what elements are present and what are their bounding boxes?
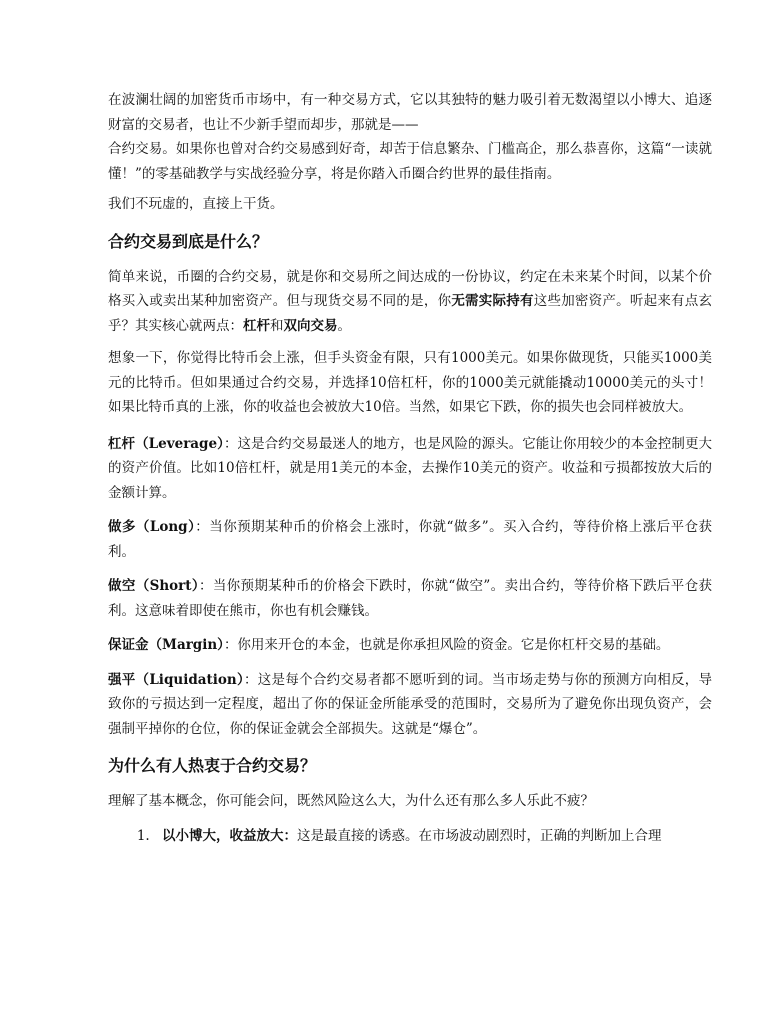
term-long-label: 做多（Long）: [108, 519, 196, 535]
reasons-list: [108, 824, 712, 849]
term-short: [108, 574, 712, 623]
reason-1-text: 这是最直接的诱惑。在市场波动剧烈时，正确的判断加上合理: [297, 827, 662, 844]
document-page: [108, 88, 712, 848]
intro-paragraph: [108, 88, 712, 186]
term-liquidation: [108, 668, 712, 742]
term-leverage-desc: ：这是合约交易最迷人的地方，也是风险的源头。它能让你用较少的本金控制更大的资产价值。比如10倍杠杆，就是用1美元的本金，去操作10美元的资产。收益和亏损都按放大后的金额计算。: [108, 435, 713, 501]
section-heading-why-popular: 为什么有人热衷于合约交易？: [108, 756, 317, 775]
intro-line-1: 在波澜壮阔的加密货币市场中，有一种交易方式，它以其独特的魅力吸引着无数渴望以小博大、追逐财富的交易者，也让不少新手望而却步，那就是——: [108, 92, 712, 133]
list-item: [154, 824, 712, 849]
intro-closing: 我们不玩虚的，直接上干货。: [108, 196, 284, 212]
term-margin-label: 保证金（Margin）: [108, 637, 224, 653]
reason-1-label: 以小博大，收益放大：: [162, 827, 297, 844]
example-paragraph: 想象一下，你觉得比特币会上涨，但手头资金有限，只有1000美元。如果你做现货，只能买1000美元的比特币。但如果通过合约交易，并选择10倍杠杆，你的1000美元就能撬动10000美元的头寸！如果比特币真的上涨，你的收益也会被放大10倍。当然，如果它下跌，你的损失也会同样被放大。: [108, 350, 712, 415]
term-short-desc: ：当你预期某种币的价格会下跌时，你就“做空”。卖出合约，等待价格下跌后平仓获利。这意味着即使在熊市，你也有机会赚钱。: [108, 578, 712, 619]
term-long: [108, 515, 712, 564]
definition-text-b: 这些加密资产。听起来有点玄乎？其实核心就两点：: [108, 293, 713, 334]
term-short-label: 做空（Short）: [108, 578, 199, 594]
term-margin-desc: ：你用来开仓的本金，也就是你承担风险的资金。它是你杠杆交易的基础。: [223, 637, 670, 653]
section-heading-what-is-contract: 合约交易到底是什么？: [108, 231, 269, 251]
intro-line-2: 合约交易。如果你也曾对合约交易感到好奇，却苦于信息繁杂、门槛高企，那么恭喜你，这篇“一读就懂！”的零基础教学与实战经验分享，将是你踏入币圈合约世界的最佳指南。: [108, 141, 712, 182]
term-liquidation-label: 强平（Liquidation）: [108, 671, 244, 688]
why-intro-paragraph: 理解了基本概念，你可能会问，既然风险这么大，为什么还有那么多人乐此不疲？: [108, 793, 594, 809]
definition-bold-no-holding: 无需实际持有: [451, 293, 534, 309]
term-leverage: [108, 432, 712, 506]
definition-text-d: 。: [337, 317, 351, 334]
definition-bold-two-way: 双向交易: [283, 317, 338, 334]
definition-bold-leverage: 杠杆: [243, 317, 270, 334]
term-liquidation-desc: ：这是每个合约交易者都不愿听到的词。当市场走势与你的预测方向相反，导致你的亏损达到一定程度，超出了你的保证金所能承受的范围时，交易所为了避免你出现负资产，会强制平掉你的仓位，你的保证金就会全部损失。这就是“爆仓”。: [108, 671, 713, 737]
term-leverage-label: 杠杆（Leverage）: [108, 435, 224, 452]
term-long-desc: ：当你预期某种币的价格会上涨时，你就“做多”。买入合约，等待价格上涨后平仓获利。: [108, 519, 712, 560]
definition-paragraph: [108, 265, 712, 339]
definition-text-c: 和: [270, 317, 284, 334]
definition-text-a: 简单来说，币圈的合约交易，就是你和交易所之间达成的一份协议，约定在未来某个时间，以某个价格买入或卖出某种加密资产。但与现货交易不同的是，你: [108, 268, 712, 309]
term-margin: [108, 633, 712, 658]
